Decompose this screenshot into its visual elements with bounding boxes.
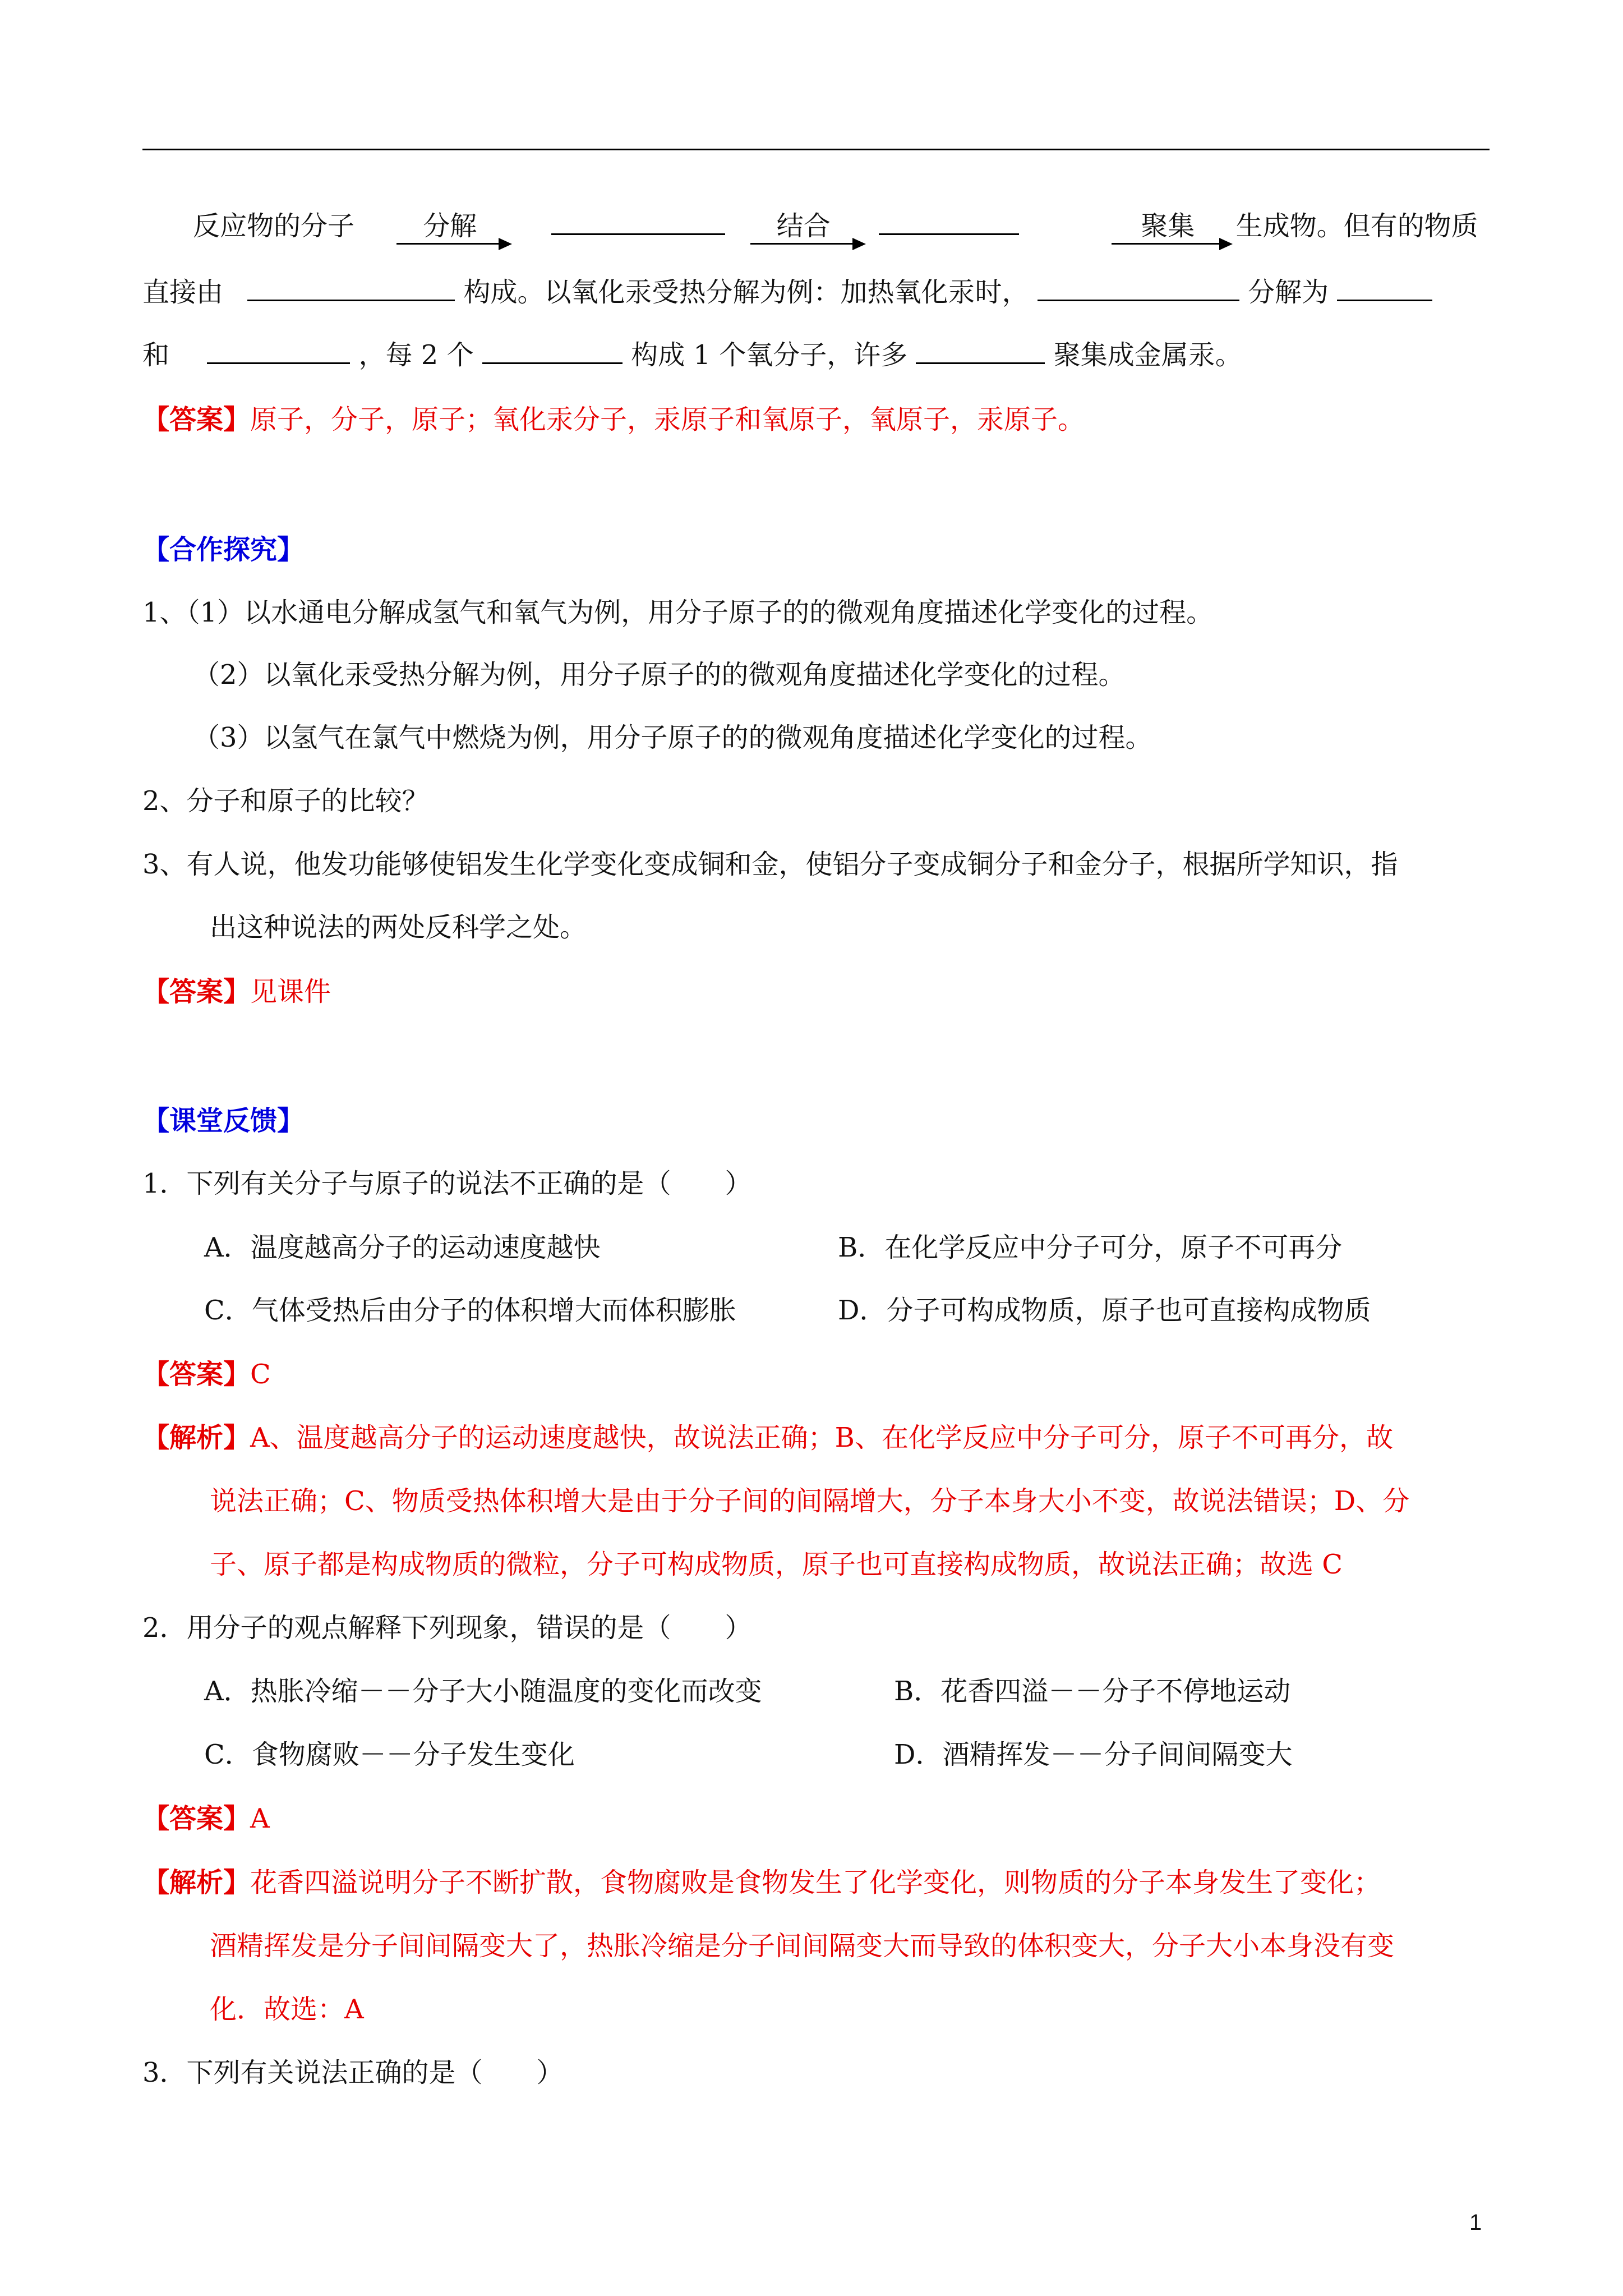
q2-explanation-2: 酒精挥发是分子间间隔变大了，热胀冷缩是分子间间隔变大而导致的体积变大，分子大小本身没有变 <box>210 1930 1395 1962</box>
q1-explanation-2: 说法正确；C、物质受热体积增大是由于分子间的间隔增大，分子本身大小不变，故说法错误；D、分 <box>210 1485 1410 1517</box>
fill-text: 分解为 <box>1248 277 1329 308</box>
header-rule <box>142 149 1490 150</box>
q2-answer <box>142 1802 270 1835</box>
section-heading-coop: 【合作探究】 <box>142 534 305 565</box>
blank-5[interactable] <box>1337 275 1432 301</box>
coop-q1-1: 1、（1）以水通电分解成氢气和氧气为例，用分子原子的的微观角度描述化学变化的过程。 <box>142 597 1214 628</box>
answer-tag: 【答案】 <box>142 404 251 435</box>
q2-option-a: A．热胀冷缩－－分子大小随温度的变化而改变 <box>204 1676 762 1707</box>
answer-text: 原子，分子，原子；氧化汞分子，汞原子和氧原子，氧原子，汞原子。 <box>250 404 1085 435</box>
blank-6[interactable] <box>207 338 350 364</box>
blank-1[interactable] <box>551 209 725 235</box>
blank-2[interactable] <box>879 209 1019 235</box>
q1-option-d: D．分子可构成物质，原子也可直接构成物质 <box>838 1295 1371 1326</box>
q1-option-a: A．温度越高分子的运动速度越快 <box>204 1232 601 1263</box>
feedback-q2: 2．用分子的观点解释下列现象，错误的是（ ） <box>142 1612 752 1644</box>
q1-option-b: B．在化学反应中分子可分，原子不可再分 <box>838 1232 1343 1263</box>
section-heading-feedback: 【课堂反馈】 <box>142 1105 305 1137</box>
page-number: 1 <box>1469 2210 1482 2235</box>
answer-tag: 【答案】 <box>142 1803 251 1834</box>
q2-explanation-3: 化．故选：A <box>210 1994 364 2025</box>
arrow-blank-gather: 聚集 <box>1112 209 1224 245</box>
fill-text: 直接由 <box>142 277 224 308</box>
q2-option-c: C．食物腐败－－分子发生变化 <box>204 1739 575 1770</box>
q1-option-c: C．气体受热后由分子的体积增大而体积膨胀 <box>204 1295 736 1326</box>
answer-text: A <box>250 1803 270 1834</box>
answer-tag: 【答案】 <box>142 1359 251 1390</box>
arrow-blank-decompose: 分解 <box>396 209 503 245</box>
coop-q3-1: 3、有人说，他发功能够使铝发生化学变化变成铜和金，使铝分子变成铜分子和金分子，根据所学知识，指 <box>142 849 1398 880</box>
fill-text: 聚集成金属汞。 <box>1053 339 1242 371</box>
blank-7[interactable] <box>482 338 623 364</box>
fill-answer <box>142 403 1085 436</box>
explanation-tag: 【解析】 <box>142 1867 251 1898</box>
coop-q1-3: （3）以氢气在氯气中燃烧为例，用分子原子的的微观角度描述化学变化的过程。 <box>193 722 1152 753</box>
coop-q3-2: 出这种说法的两处反科学之处。 <box>210 912 587 943</box>
fill-text: 生成物。但有的物质 <box>1235 210 1478 242</box>
answer-text: C <box>250 1359 271 1390</box>
coop-answer <box>142 975 331 1009</box>
q1-answer <box>142 1358 271 1391</box>
fill-text: 和 <box>142 339 170 371</box>
feedback-q1: 1．下列有关分子与原子的说法不正确的是（ ） <box>142 1168 752 1199</box>
explanation-tag: 【解析】 <box>142 1422 251 1453</box>
coop-q2: 2、分子和原子的比较？ <box>142 785 429 817</box>
fill-line-2 <box>142 275 1432 309</box>
q2-explanation-1 <box>142 1866 1381 1899</box>
q2-option-d: D．酒精挥发－－分子间间隔变大 <box>894 1739 1293 1770</box>
feedback-q3: 3．下列有关说法正确的是（ ） <box>142 2057 564 2088</box>
fill-text: 反应物的分子 <box>193 210 355 242</box>
fill-text: 构成 1 个氧分子，许多 <box>631 339 908 371</box>
q1-explanation-1 <box>142 1421 1393 1455</box>
arrow-blank-combine: 结合 <box>750 209 857 245</box>
answer-text: 见课件 <box>250 976 331 1007</box>
q2-option-b: B．花香四溢－－分子不停地运动 <box>894 1676 1291 1707</box>
coop-q1-2: （2）以氧化汞受热分解为例，用分子原子的的微观角度描述化学变化的过程。 <box>193 659 1126 691</box>
answer-tag: 【答案】 <box>142 976 251 1007</box>
explanation-text: A、温度越高分子的运动速度越快，故说法正确；B、在化学反应中分子可分，原子不可再分，故 <box>250 1422 1393 1453</box>
fill-text: ，每 2 个 <box>358 339 474 371</box>
blank-3[interactable] <box>247 275 455 301</box>
fill-line-3 <box>142 338 1242 372</box>
blank-4[interactable] <box>1038 275 1239 301</box>
fill-text: 构成。以氧化汞受热分解为例：加热氧化汞时， <box>463 277 1029 308</box>
explanation-text: 花香四溢说明分子不断扩散，食物腐败是食物发生了化学变化，则物质的分子本身发生了变化； <box>250 1867 1381 1898</box>
blank-8[interactable] <box>916 338 1045 364</box>
fill-line-1 <box>193 209 1478 245</box>
q1-explanation-3: 子、原子都是构成物质的微粒，分子可构成物质，原子也可直接构成物质，故说法正确；故选 C <box>210 1549 1343 1580</box>
